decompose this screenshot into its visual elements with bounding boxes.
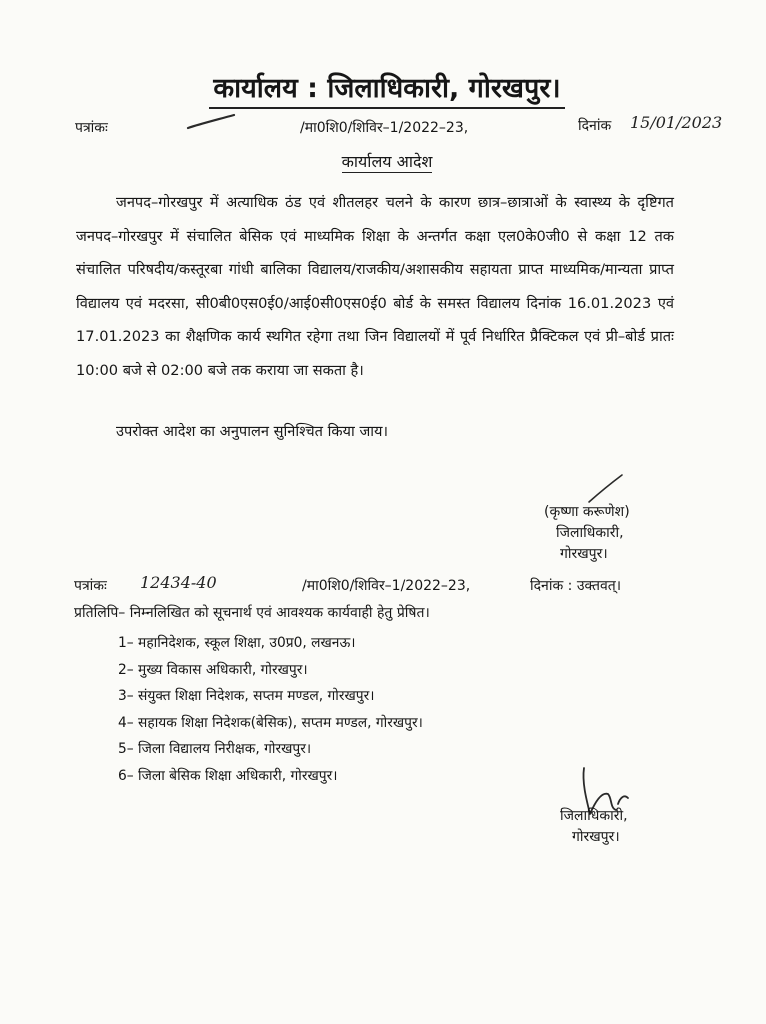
copy-to-intro: प्रतिलिपि– निम्नलिखित को सूचनार्थ एवं आवश्यक कार्यवाही हेतु प्रेषित। [74, 605, 430, 621]
office-title [0, 68, 766, 109]
office-title-text: कार्यालय : जिलाधिकारी, गोरखपुर। [209, 68, 564, 109]
reference-number-scribble [186, 112, 238, 132]
list-item: 2– मुख्य विकास अधिकारी, गोरखपुर। [118, 661, 308, 678]
reference-1-date-handwritten: 15/01/2023 [630, 113, 723, 132]
signatory-designation: जिलाधिकारी, [556, 525, 624, 541]
signatory-place: गोरखपुर। [560, 546, 608, 562]
order-body-paragraph: जनपद–गोरखपुर में अत्याधिक ठंड एवं शीतलहर चलने के कारण छात्र–छात्राओं के स्वास्थ्य के दृष्टिगत जनपद–गोरखपुर में संचालित बेसिक एवं माध्यमिक शिक्षा के अन्तर्गत कक्षा एल0के0जी0 से कक्षा 12 तक संचालित परिषदीय/कस्तूरबा गांधी बालिका विद्यालय/राजकीय/अशासकीय सहायता प्राप्त माध्यमिक/मान्यता प्राप्त विद्यालय एवं मदरसा, सी0बी0एस0ई0/आई0सी0एस0ई0 बोर्ड के समस्त विद्यालय दिनांक 16.01.2023 एवं 17.01.2023 का शैक्षणिक कार्य स्थगित रहेगा तथा जिन विद्यालयों में पूर्व निर्धारित प्रैक्टिकल एवं प्री–बोर्ड प्रातः 10:00 बजे से 02:00 बजे तक कराया जा सकता है। [76, 194, 674, 379]
signature-1-scribble [586, 472, 626, 506]
order-title-text: कार्यालय आदेश [341, 152, 433, 171]
order-closing: उपरोक्त आदेश का अनुपालन सुनिश्चित किया जाय। [116, 423, 389, 440]
reference-1-code: /मा0शि0/शिविर–1/2022–23, [300, 120, 469, 136]
signatory-2-designation: जिलाधिकारी, [560, 808, 628, 824]
list-item: 6– जिला बेसिक शिक्षा अधिकारी, गोरखपुर। [118, 767, 338, 784]
order-title [0, 150, 766, 172]
reference-2-label: पत्रांकः [74, 578, 107, 594]
order-body [76, 186, 674, 387]
reference-1-label: पत्रांकः [75, 120, 108, 136]
list-item: 1– महानिदेशक, स्कूल शिक्षा, उ0प्र0, लखनऊ। [118, 635, 356, 651]
list-item: 3– संयुक्त शिक्षा निदेशक, सप्तम मण्डल, गोरखपुर। [118, 688, 375, 705]
list-item: 5– जिला विद्यालय निरीक्षक, गोरखपुर। [118, 741, 312, 758]
list-item: 4– सहायक शिक्षा निदेशक(बेसिक), सप्तम मण्डल, गोरखपुर। [118, 714, 423, 731]
reference-2-date: दिनांक : उक्तवत्। [530, 578, 622, 594]
signature-block-1 [544, 502, 630, 565]
reference-2-number-handwritten: 12434-40 [140, 573, 217, 592]
signature-block-2 [560, 806, 628, 848]
signatory-2-place: गोरखपुर। [572, 829, 620, 845]
signatory-name: (कृष्णा करूणेश) [544, 504, 630, 520]
reference-2-code: /मा0शि0/शिविर–1/2022–23, [302, 578, 471, 594]
reference-1-date-label: दिनांक [578, 118, 612, 134]
copy-to-list [118, 633, 423, 793]
